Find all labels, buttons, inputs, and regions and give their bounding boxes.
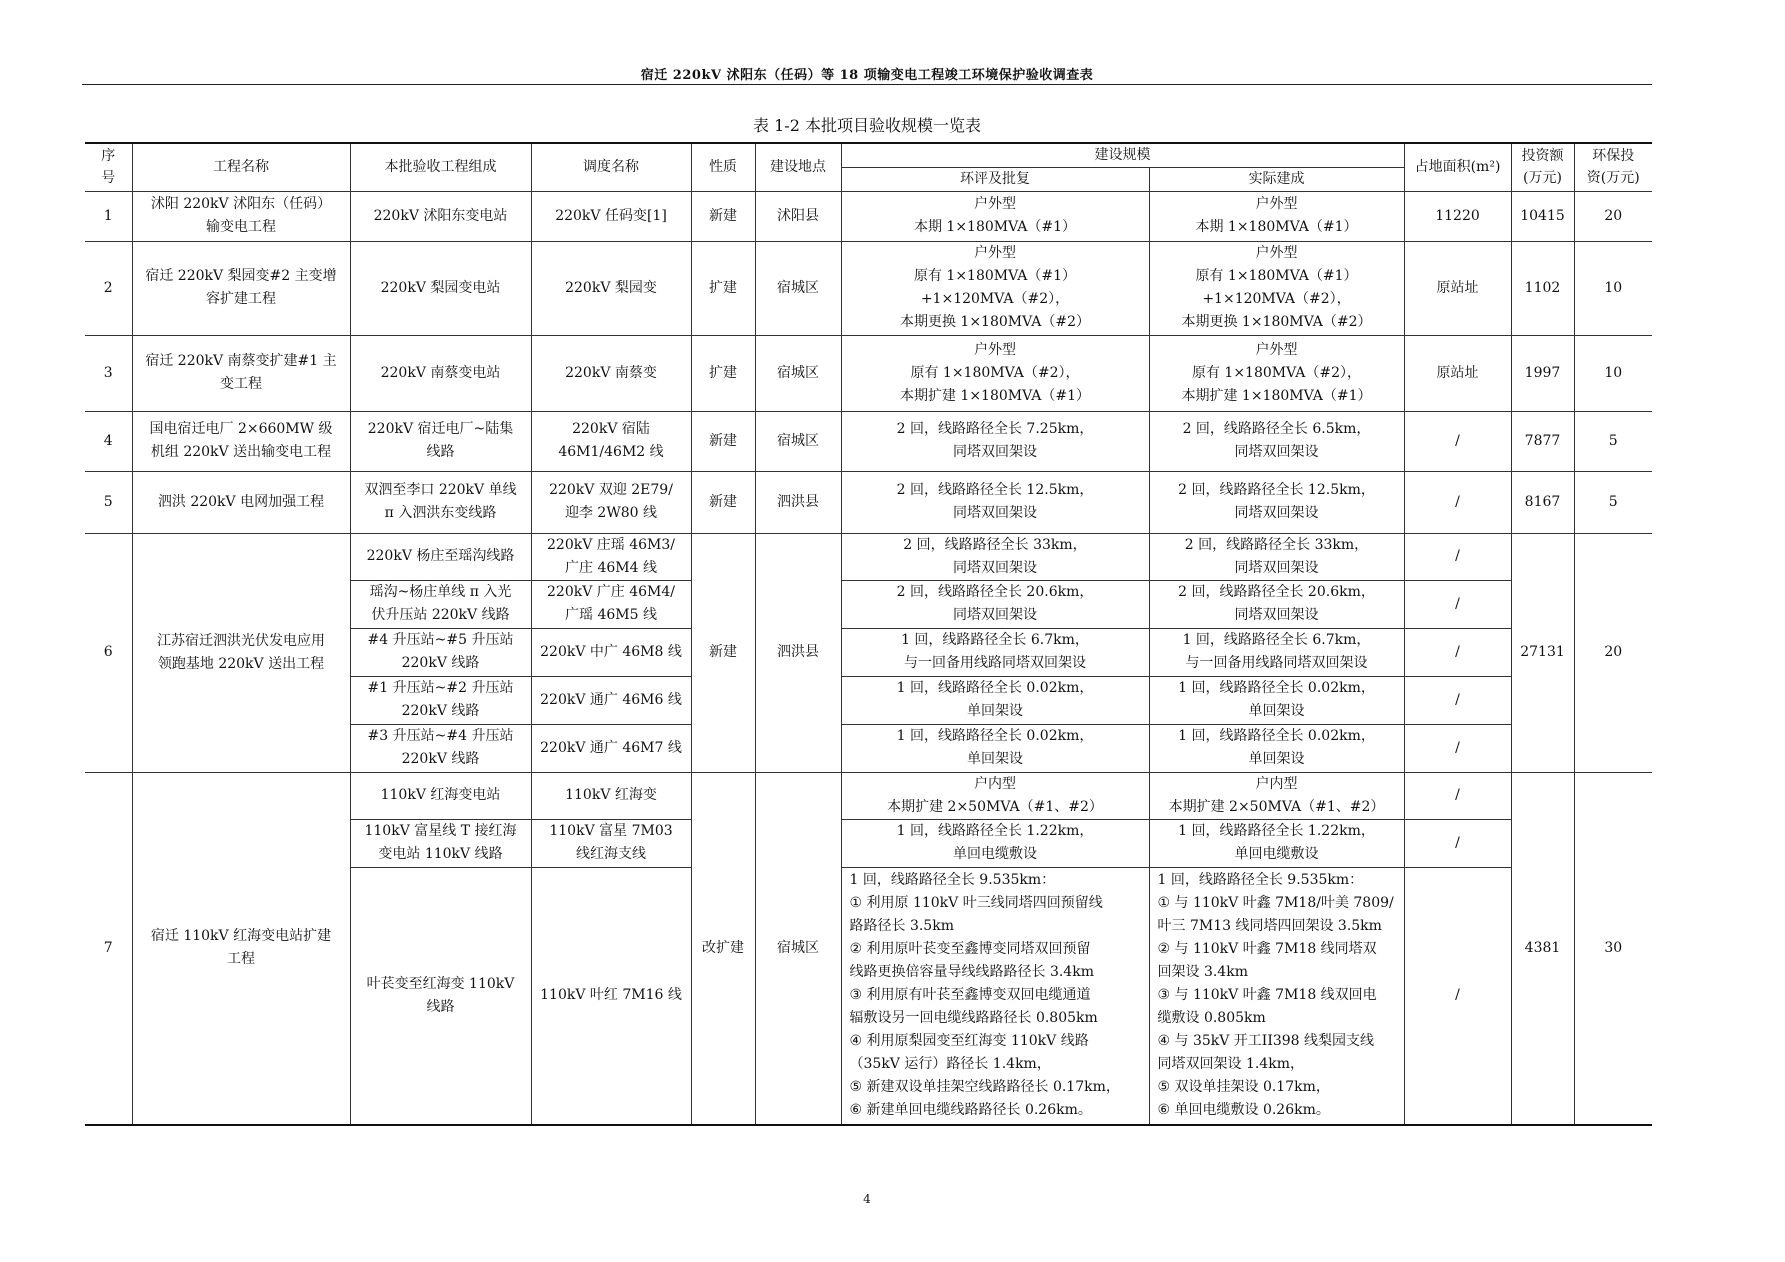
cell-eia: 1 回，线路路径全长 0.02km， 单回架设 (841, 724, 1149, 772)
table-row (85, 772, 1652, 819)
cell-seq: 7 (85, 772, 132, 1125)
cell-dispatch: 110kV 叶红 7M16 线 (531, 867, 691, 1125)
cell-location: 宿城区 (755, 411, 841, 471)
cell-dispatch: 220kV 广庄 46M4/ 广瑶 46M5 线 (531, 580, 691, 628)
col-component: 本批验收工程组成 (350, 143, 531, 191)
cell-eia: 2 回，线路路径全长 7.25km， 同塔双回架设 (841, 411, 1149, 471)
cell-env: 5 (1574, 411, 1652, 471)
cell-area: / (1404, 819, 1511, 867)
cell-area: / (1404, 867, 1511, 1125)
cell-eia: 户外型 原有 1×180MVA（#2）， 本期扩建 1×180MVA（#1） (841, 335, 1149, 411)
cell-seq: 2 (85, 241, 132, 335)
header-rule (82, 84, 1652, 85)
cell-location: 宿城区 (755, 335, 841, 411)
cell-location: 宿城区 (755, 772, 841, 1125)
cell-area: / (1404, 580, 1511, 628)
cell-project: 宿迁 110kV 红海变电站扩建 工程 (132, 772, 350, 1125)
cell-actual: 户外型 原有 1×180MVA（#1） +1×120MVA（#2）， 本期更换 1×180MVA（#2） (1149, 241, 1404, 335)
cell-component: 瑶沟~杨庄单线 π 入光 伏升压站 220kV 线路 (350, 580, 531, 628)
cell-invest: 8167 (1511, 471, 1574, 533)
cell-actual: 1 回，线路路径全长 6.7km， 与一回备用线路同塔双回架设 (1149, 628, 1404, 676)
cell-seq: 1 (85, 191, 132, 241)
cell-invest: 10415 (1511, 191, 1574, 241)
cell-area: / (1404, 533, 1511, 580)
col-area: 占地面积(m²) (1404, 143, 1511, 191)
cell-component: 110kV 红海变电站 (350, 772, 531, 819)
cell-nature: 新建 (691, 411, 755, 471)
cell-project: 宿迁 220kV 南蔡变扩建#1 主 变工程 (132, 335, 350, 411)
cell-component: 220kV 宿迁电厂~陆集 线路 (350, 411, 531, 471)
cell-project: 泗洪 220kV 电网加强工程 (132, 471, 350, 533)
cell-area: 11220 (1404, 191, 1511, 241)
table-row (85, 471, 1652, 533)
cell-component: 220kV 沭阳东变电站 (350, 191, 531, 241)
col-dispatch: 调度名称 (531, 143, 691, 191)
cell-eia: 2 回，线路路径全长 12.5km， 同塔双回架设 (841, 471, 1149, 533)
cell-area: 原站址 (1404, 241, 1511, 335)
cell-actual: 1 回，线路路径全长 0.02km， 单回架设 (1149, 724, 1404, 772)
cell-eia: 1 回，线路路径全长 6.7km， 与一回备用线路同塔双回架设 (841, 628, 1149, 676)
cell-invest: 4381 (1511, 772, 1574, 1125)
cell-project: 江苏宿迁泗洪光伏发电应用 领跑基地 220kV 送出工程 (132, 533, 350, 772)
cell-eia: 1 回，线路路径全长 0.02km， 单回架设 (841, 676, 1149, 724)
cell-actual: 户外型 原有 1×180MVA（#2）， 本期扩建 1×180MVA（#1） (1149, 335, 1404, 411)
document-header: 宿迁 220kV 沭阳东（任码）等 18 项输变电工程竣工环境保护验收调查表 (640, 68, 1094, 83)
cell-env: 20 (1574, 533, 1652, 772)
col-project: 工程名称 (132, 143, 350, 191)
col-location: 建设地点 (755, 143, 841, 191)
cell-component: 叶苌变至红海变 110kV 线路 (350, 867, 531, 1125)
cell-location: 沭阳县 (755, 191, 841, 241)
cell-component: #3 升压站~#4 升压站 220kV 线路 (350, 724, 531, 772)
cell-area: / (1404, 471, 1511, 533)
cell-nature: 扩建 (691, 241, 755, 335)
cell-dispatch: 220kV 宿陆 46M1/46M2 线 (531, 411, 691, 471)
cell-location: 泗洪县 (755, 471, 841, 533)
table-row (85, 191, 1652, 241)
cell-nature: 新建 (691, 191, 755, 241)
cell-eia: 户内型 本期扩建 2×50MVA（#1、#2） (841, 772, 1149, 819)
cell-seq: 3 (85, 335, 132, 411)
cell-nature: 改扩建 (691, 772, 755, 1125)
cell-area: 原站址 (1404, 335, 1511, 411)
cell-eia: 2 回，线路路径全长 20.6km， 同塔双回架设 (841, 580, 1149, 628)
cell-env: 20 (1574, 191, 1652, 241)
cell-dispatch: 220kV 庄瑶 46M3/ 广庄 46M4 线 (531, 533, 691, 580)
cell-eia: 1 回，线路路径全长 1.22km， 单回电缆敷设 (841, 819, 1149, 867)
cell-dispatch: 220kV 南蔡变 (531, 335, 691, 411)
cell-dispatch: 220kV 双迎 2E79/ 迎李 2W80 线 (531, 471, 691, 533)
cell-actual: 1 回，线路路径全长 9.535km： ① 与 110kV 叶鑫 7M18/叶美 7809/ 叶三 7M13 线同塔四回架设 3.5km ② 与 110kV 叶鑫 7M18 线同塔双 回架设 3.4km ③ 与 110kV 叶鑫 7M18 线双回电 缆敷设 0.805km ④ 与 35kV 开工II398 线梨园支线 同塔双回架设 1.4km， ⑤ 双设单挂架设 0.17km， ⑥ 单回电缆敷设 0.26km。 (1149, 867, 1404, 1125)
table-row (85, 241, 1652, 335)
table-row (85, 335, 1652, 411)
cell-actual: 1 回，线路路径全长 0.02km， 单回架设 (1149, 676, 1404, 724)
cell-actual: 户内型 本期扩建 2×50MVA（#1、#2） (1149, 772, 1404, 819)
cell-actual: 1 回，线路路径全长 1.22km， 单回电缆敷设 (1149, 819, 1404, 867)
cell-project: 沭阳 220kV 沭阳东（任码） 输变电工程 (132, 191, 350, 241)
cell-area: / (1404, 676, 1511, 724)
cell-invest: 1102 (1511, 241, 1574, 335)
cell-eia: 2 回，线路路径全长 33km， 同塔双回架设 (841, 533, 1149, 580)
cell-component: 220kV 梨园变电站 (350, 241, 531, 335)
cell-nature: 新建 (691, 533, 755, 772)
cell-nature: 新建 (691, 471, 755, 533)
col-env: 环保投 资(万元) (1574, 143, 1652, 191)
cell-component: #4 升压站~#5 升压站 220kV 线路 (350, 628, 531, 676)
cell-dispatch: 220kV 中广 46M8 线 (531, 628, 691, 676)
cell-seq: 6 (85, 533, 132, 772)
cell-location: 宿城区 (755, 241, 841, 335)
cell-env: 5 (1574, 471, 1652, 533)
cell-seq: 4 (85, 411, 132, 471)
cell-actual: 户外型 本期 1×180MVA（#1） (1149, 191, 1404, 241)
table-title: 表 1-2 本批项目验收规模一览表 (753, 116, 981, 135)
cell-component: 220kV 南蔡变电站 (350, 335, 531, 411)
cell-location: 泗洪县 (755, 533, 841, 772)
page-number: 4 (863, 1192, 871, 1206)
cell-eia: 1 回，线路路径全长 9.535km： ① 利用原 110kV 叶三线同塔四回预留线 路路径长 3.5km ② 利用原叶苌变至鑫博变同塔双回预留 线路更换倍容量导线线路路径长 3.4km ③ 利用原有叶苌至鑫博变双回电缆通道 辐敷设另一回电缆线路路径长 0.805km ④ 利用原梨园变至红海变 110kV 线路 （35kV 运行）路径长 1.4km， ⑤ 新建双设单挂架空线路路径长 0.17km， ⑥ 新建单回电缆线路路径长 0.26km。 (841, 867, 1149, 1125)
cell-component: 双泗至李口 220kV 单线 π 入泗洪东变线路 (350, 471, 531, 533)
col-seq: 序 号 (85, 143, 132, 191)
cell-area: / (1404, 772, 1511, 819)
cell-env: 10 (1574, 335, 1652, 411)
cell-component: 220kV 杨庄至瑶沟线路 (350, 533, 531, 580)
cell-invest: 27131 (1511, 533, 1574, 772)
col-invest: 投资额 (万元) (1511, 143, 1574, 191)
cell-dispatch: 220kV 梨园变 (531, 241, 691, 335)
cell-dispatch: 220kV 通广 46M7 线 (531, 724, 691, 772)
col-nature: 性质 (691, 143, 755, 191)
cell-env: 10 (1574, 241, 1652, 335)
cell-dispatch: 110kV 富星 7M03 线红海支线 (531, 819, 691, 867)
col-actual: 实际建成 (1149, 167, 1404, 191)
cell-actual: 2 回，线路路径全长 20.6km， 同塔双回架设 (1149, 580, 1404, 628)
cell-dispatch: 110kV 红海变 (531, 772, 691, 819)
cell-area: / (1404, 411, 1511, 471)
cell-area: / (1404, 628, 1511, 676)
cell-dispatch: 220kV 任码变[1] (531, 191, 691, 241)
cell-eia: 户外型 本期 1×180MVA（#1） (841, 191, 1149, 241)
cell-invest: 1997 (1511, 335, 1574, 411)
cell-project: 宿迁 220kV 梨园变#2 主变增 容扩建工程 (132, 241, 350, 335)
cell-invest: 7877 (1511, 411, 1574, 471)
cell-eia: 户外型 原有 1×180MVA（#1） +1×120MVA（#2）， 本期更换 1×180MVA（#2） (841, 241, 1149, 335)
scale-table (85, 142, 1652, 1126)
cell-component: #1 升压站~#2 升压站 220kV 线路 (350, 676, 531, 724)
cell-seq: 5 (85, 471, 132, 533)
table-row (85, 411, 1652, 471)
col-scale: 建设规模 (841, 143, 1404, 167)
cell-env: 30 (1574, 772, 1652, 1125)
cell-dispatch: 220kV 通广 46M6 线 (531, 676, 691, 724)
cell-nature: 扩建 (691, 335, 755, 411)
cell-actual: 2 回，线路路径全长 6.5km， 同塔双回架设 (1149, 411, 1404, 471)
table-row (85, 533, 1652, 580)
cell-actual: 2 回，线路路径全长 33km， 同塔双回架设 (1149, 533, 1404, 580)
cell-project: 国电宿迁电厂 2×660MW 级 机组 220kV 送出输变电工程 (132, 411, 350, 471)
cell-component: 110kV 富星线 T 接红海 变电站 110kV 线路 (350, 819, 531, 867)
col-eia: 环评及批复 (841, 167, 1149, 191)
cell-area: / (1404, 724, 1511, 772)
cell-actual: 2 回，线路路径全长 12.5km， 同塔双回架设 (1149, 471, 1404, 533)
